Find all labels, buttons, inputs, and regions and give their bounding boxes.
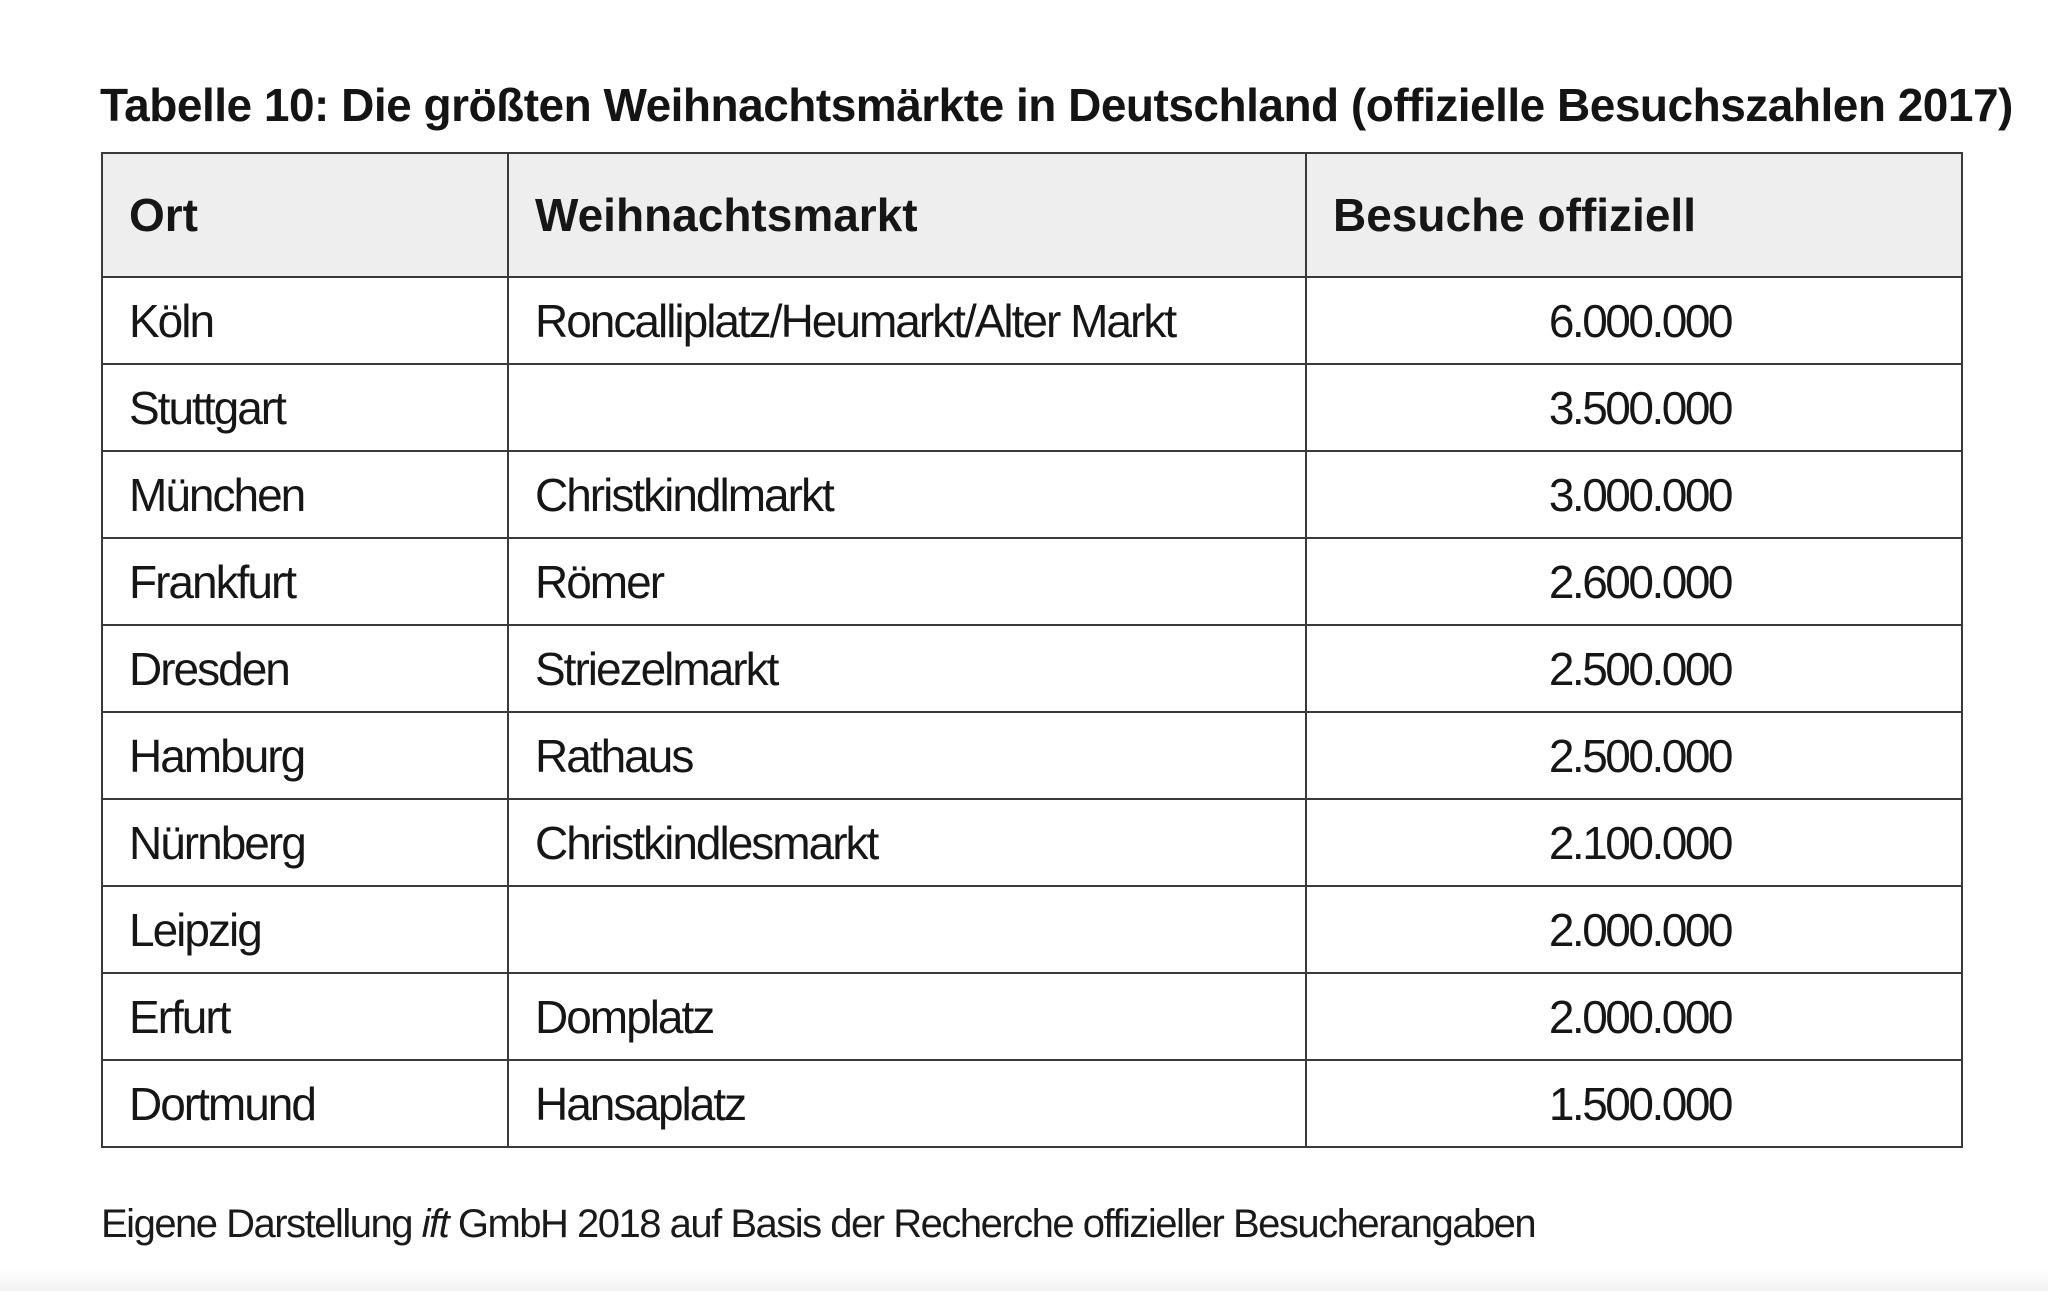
cell-markt: Christkindlesmarkt	[508, 799, 1306, 886]
cell-ort: Hamburg	[102, 712, 508, 799]
cell-ort: Leipzig	[102, 886, 508, 973]
table-row	[102, 712, 1962, 799]
cell-besuche: 2.500.000	[1306, 712, 1962, 799]
cell-ort: Frankfurt	[102, 538, 508, 625]
page-bottom-edge	[0, 1269, 2048, 1291]
table-row	[102, 277, 1962, 364]
cell-markt: Römer	[508, 538, 1306, 625]
cell-ort: Dortmund	[102, 1060, 508, 1147]
source-note	[101, 1202, 1535, 1247]
table-row	[102, 538, 1962, 625]
header-weihnachtsmarkt: Weihnachtsmarkt	[508, 153, 1306, 277]
cell-markt	[508, 886, 1306, 973]
cell-markt: Christkindlmarkt	[508, 451, 1306, 538]
cell-besuche: 2.100.000	[1306, 799, 1962, 886]
cell-ort: München	[102, 451, 508, 538]
cell-besuche: 3.000.000	[1306, 451, 1962, 538]
cell-besuche: 2.500.000	[1306, 625, 1962, 712]
cell-besuche: 2.000.000	[1306, 973, 1962, 1060]
header-ort: Ort	[102, 153, 508, 277]
source-company-italic: ift	[421, 1202, 449, 1246]
cell-ort: Nürnberg	[102, 799, 508, 886]
table-row	[102, 799, 1962, 886]
source-text-before: Eigene Darstellung	[101, 1202, 422, 1246]
cell-besuche: 6.000.000	[1306, 277, 1962, 364]
cell-markt	[508, 364, 1306, 451]
table-row	[102, 451, 1962, 538]
table-row	[102, 1060, 1962, 1147]
cell-markt: Domplatz	[508, 973, 1306, 1060]
cell-markt: Roncalliplatz/Heumarkt/Alter Markt	[508, 277, 1306, 364]
cell-ort: Dresden	[102, 625, 508, 712]
cell-ort: Stuttgart	[102, 364, 508, 451]
cell-ort: Köln	[102, 277, 508, 364]
source-text-after: GmbH 2018 auf Basis der Recherche offizieller Besucherangaben	[448, 1202, 1536, 1246]
cell-markt: Striezelmarkt	[508, 625, 1306, 712]
table-header-row	[102, 153, 1962, 277]
table-caption: Tabelle 10: Die größten Weihnachtsmärkte in Deutschland (offizielle Besuchszahlen 2017)	[100, 79, 2013, 131]
table-row	[102, 973, 1962, 1060]
markets-table	[101, 152, 1963, 1148]
table-row	[102, 625, 1962, 712]
table-row	[102, 364, 1962, 451]
cell-markt: Hansaplatz	[508, 1060, 1306, 1147]
cell-besuche: 1.500.000	[1306, 1060, 1962, 1147]
cell-markt: Rathaus	[508, 712, 1306, 799]
cell-besuche: 3.500.000	[1306, 364, 1962, 451]
header-besuche: Besuche offiziell	[1306, 153, 1962, 277]
cell-besuche: 2.600.000	[1306, 538, 1962, 625]
cell-ort: Erfurt	[102, 973, 508, 1060]
cell-besuche: 2.000.000	[1306, 886, 1962, 973]
table-row	[102, 886, 1962, 973]
